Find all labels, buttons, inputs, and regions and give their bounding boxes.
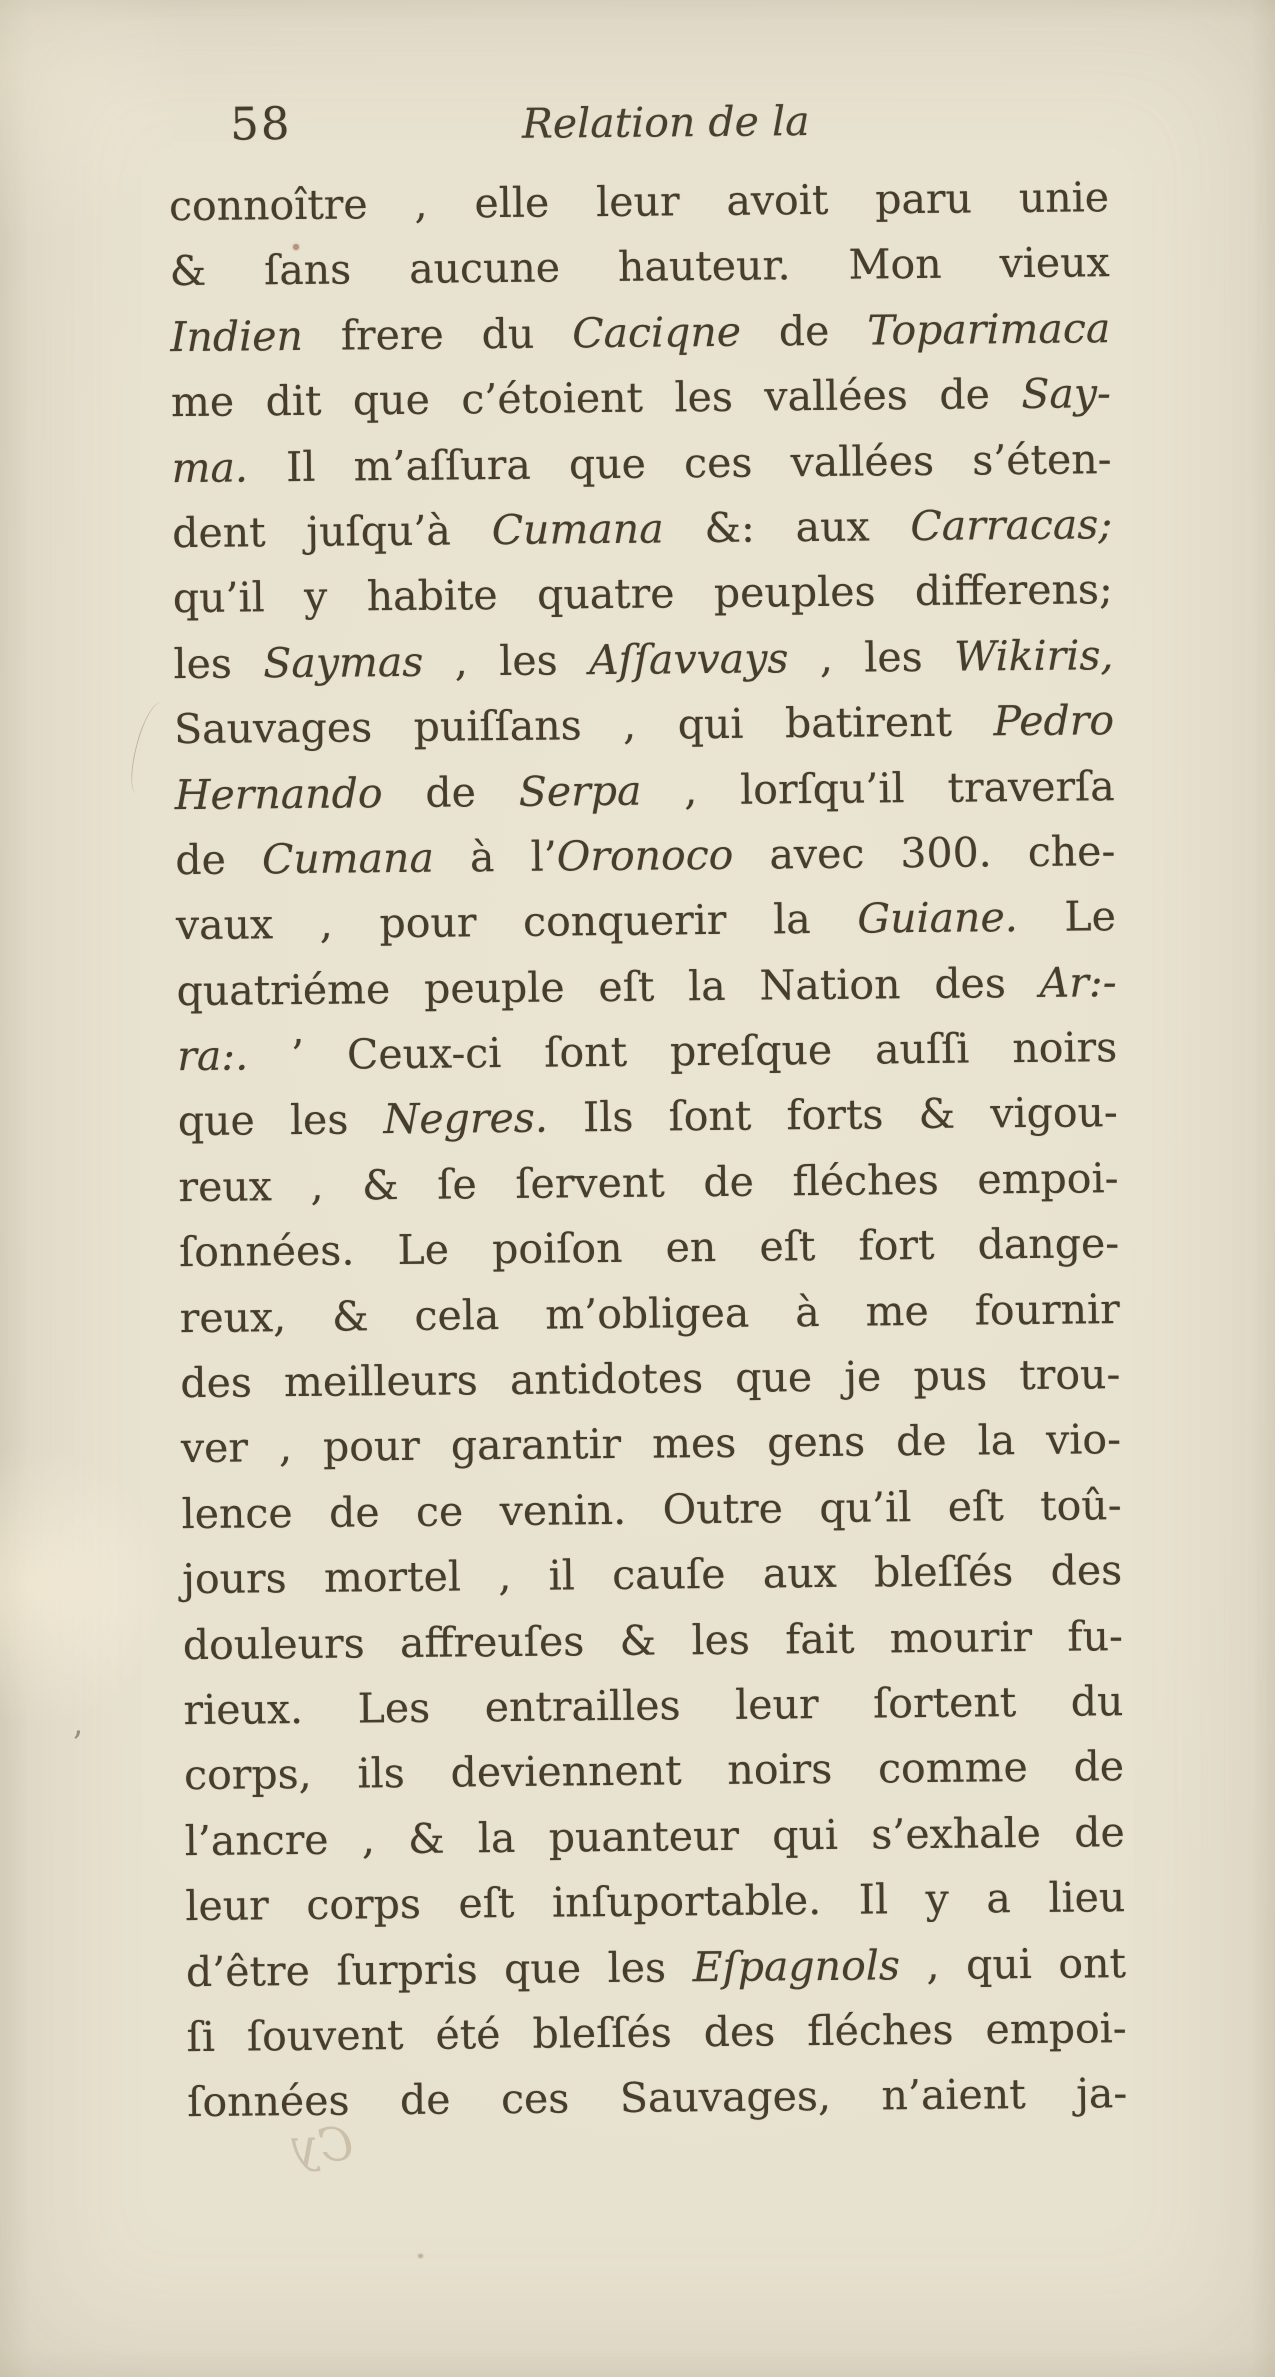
text-segment: Sauvages puiſſans , qui batirent [173,697,994,754]
italic-text-segment: Say- [1021,369,1112,419]
text-segment: ver , pour garantir mes gens de la vio- [180,1415,1122,1473]
text-line [176,884,1117,958]
text-segment: vaux , pour conquerir la [175,894,858,950]
text-segment: de [740,306,868,356]
text-line [176,950,1117,1024]
text-line [178,1146,1119,1220]
italic-text-segment: Ar:- [1039,957,1117,1007]
text-segment: Ils ſont forts & vigou- [547,1088,1119,1143]
text-segment: jours mortel , il cauſe aux bleſſés des [182,1546,1123,1604]
text-segment: lence de ce venin. Outre qu’il eſt toû- [181,1480,1122,1538]
text-segment: rieux. Les entrailles leur ſortent du [183,1677,1124,1735]
text-line [177,1015,1118,1089]
text-segment: l’ancre , & la puanteur qui s’exhale de [184,1807,1125,1865]
text-segment: connoître , elle leur avoit paru unie [168,173,1110,231]
text-segment: Le [1017,892,1117,942]
text-line [171,361,1112,435]
italic-text-segment: Wikiris, [953,630,1114,681]
italic-text-segment: Saymas [263,637,424,688]
text-segment: frere du [302,309,573,360]
text-line [171,427,1112,501]
text-line [169,165,1110,239]
text-segment: ’ Ceux-ci ſont preſque auſſi noirs [247,1023,1118,1080]
text-segment: des meilleurs antidotes que je pus trou- [180,1350,1121,1408]
text-line [172,492,1113,566]
text-segment: &: aux [663,502,911,553]
italic-text-segment: Cumana [261,833,435,884]
text-line [173,557,1114,631]
text-segment: me dit que c’étoient les vallées de [170,370,1022,427]
text-segment: dent juſqu’à [171,506,492,558]
italic-text-segment: Cumana [491,504,664,555]
text-line [175,819,1116,893]
italic-text-segment: Indien [170,311,304,361]
text-segment: avec 300. che- [733,827,1116,879]
italic-text-segment: Pedro [993,696,1115,746]
text-segment: , lorſqu’il traverſa [641,761,1115,815]
text-segment: à l’ [433,832,557,882]
italic-text-segment: Toparimaca [867,303,1111,355]
ink-showthrough: Cy [291,2116,355,2174]
text-line [169,231,1110,305]
text-segment: qu’il y habite quatre peuples differens; [172,565,1114,623]
text-segment: les [173,639,264,688]
text-line [186,1931,1127,2005]
text-segment: , les [423,635,590,686]
italic-text-segment: Serpa [518,766,642,816]
running-title: Relation de la [521,97,810,148]
scan-hairline-artifact [125,698,174,797]
text-line [170,296,1111,370]
text-line [180,1342,1121,1416]
text-line [173,623,1114,697]
text-line [179,1277,1120,1351]
text-line [187,2061,1128,2135]
text-line [183,1604,1124,1678]
page-header [168,87,1109,174]
margin-ink-speck: ’ [72,1724,83,1764]
italic-text-segment: Hernando [174,768,383,819]
text-segment: que les [177,1095,384,1146]
text-line [183,1669,1124,1743]
text-line [182,1538,1123,1612]
text-line [181,1408,1122,1482]
text-line [185,1865,1126,1939]
text-line [174,754,1115,828]
text-segment: de [175,835,263,885]
text-segment: & ſans aucune hauteur. Mon vieux [169,238,1110,296]
italic-text-segment: Negres. [383,1094,549,1144]
italic-text-segment: ma. [171,443,249,492]
italic-text-segment: Caciqne [571,307,742,358]
text-line [186,1996,1127,2070]
italic-text-segment: Aſſavvays [588,633,789,684]
text-segment: ſonnées de ces Sauvages, n’aient ja- [187,2069,1128,2127]
text-line [179,1211,1120,1285]
text-segment: reux, & cela m’obligea à me fournir [179,1284,1120,1342]
italic-text-segment: Oronoco [556,830,734,881]
text-segment: ſonnées. Le poiſon en eſt fort dange- [178,1219,1120,1277]
text-segment: corps, ils deviennent noirs comme de [183,1742,1125,1800]
text-segment: quatriéme peuple eſt la Nation des [176,958,1040,1015]
page-number: 58 [230,97,292,151]
text-segment: douleurs affreuſes & les fait mourir fu- [182,1611,1124,1669]
text-segment: d’être ſurpris que les [185,1942,693,1996]
text-line [184,1800,1125,1874]
text-line [184,1734,1125,1808]
paper-speck [418,2254,423,2258]
text-line [178,1081,1119,1155]
italic-text-segment: Carracas; [910,500,1113,551]
text-line [181,1473,1122,1547]
italic-text-segment: Eſpagnols [692,1940,901,1991]
italic-text-segment: Guiane. [857,893,1018,943]
text-segment: , qui ont [899,1938,1127,1989]
text-segment: , les [788,632,955,682]
text-segment: Il m’aſſura que ces vallées s’éten- [247,434,1112,492]
text-block [168,87,1128,2136]
text-line [174,688,1115,762]
text-segment: reux , & ſe ſervent de fléches empoi- [178,1153,1119,1211]
text-segment: de [382,767,519,817]
text-segment: leur corps eſt inſuportable. Il y a lieu [185,1873,1126,1931]
italic-text-segment: ra:. [176,1031,249,1081]
text-segment: ſi ſouvent été bleſſés des fléches empoi- [186,2004,1127,2062]
